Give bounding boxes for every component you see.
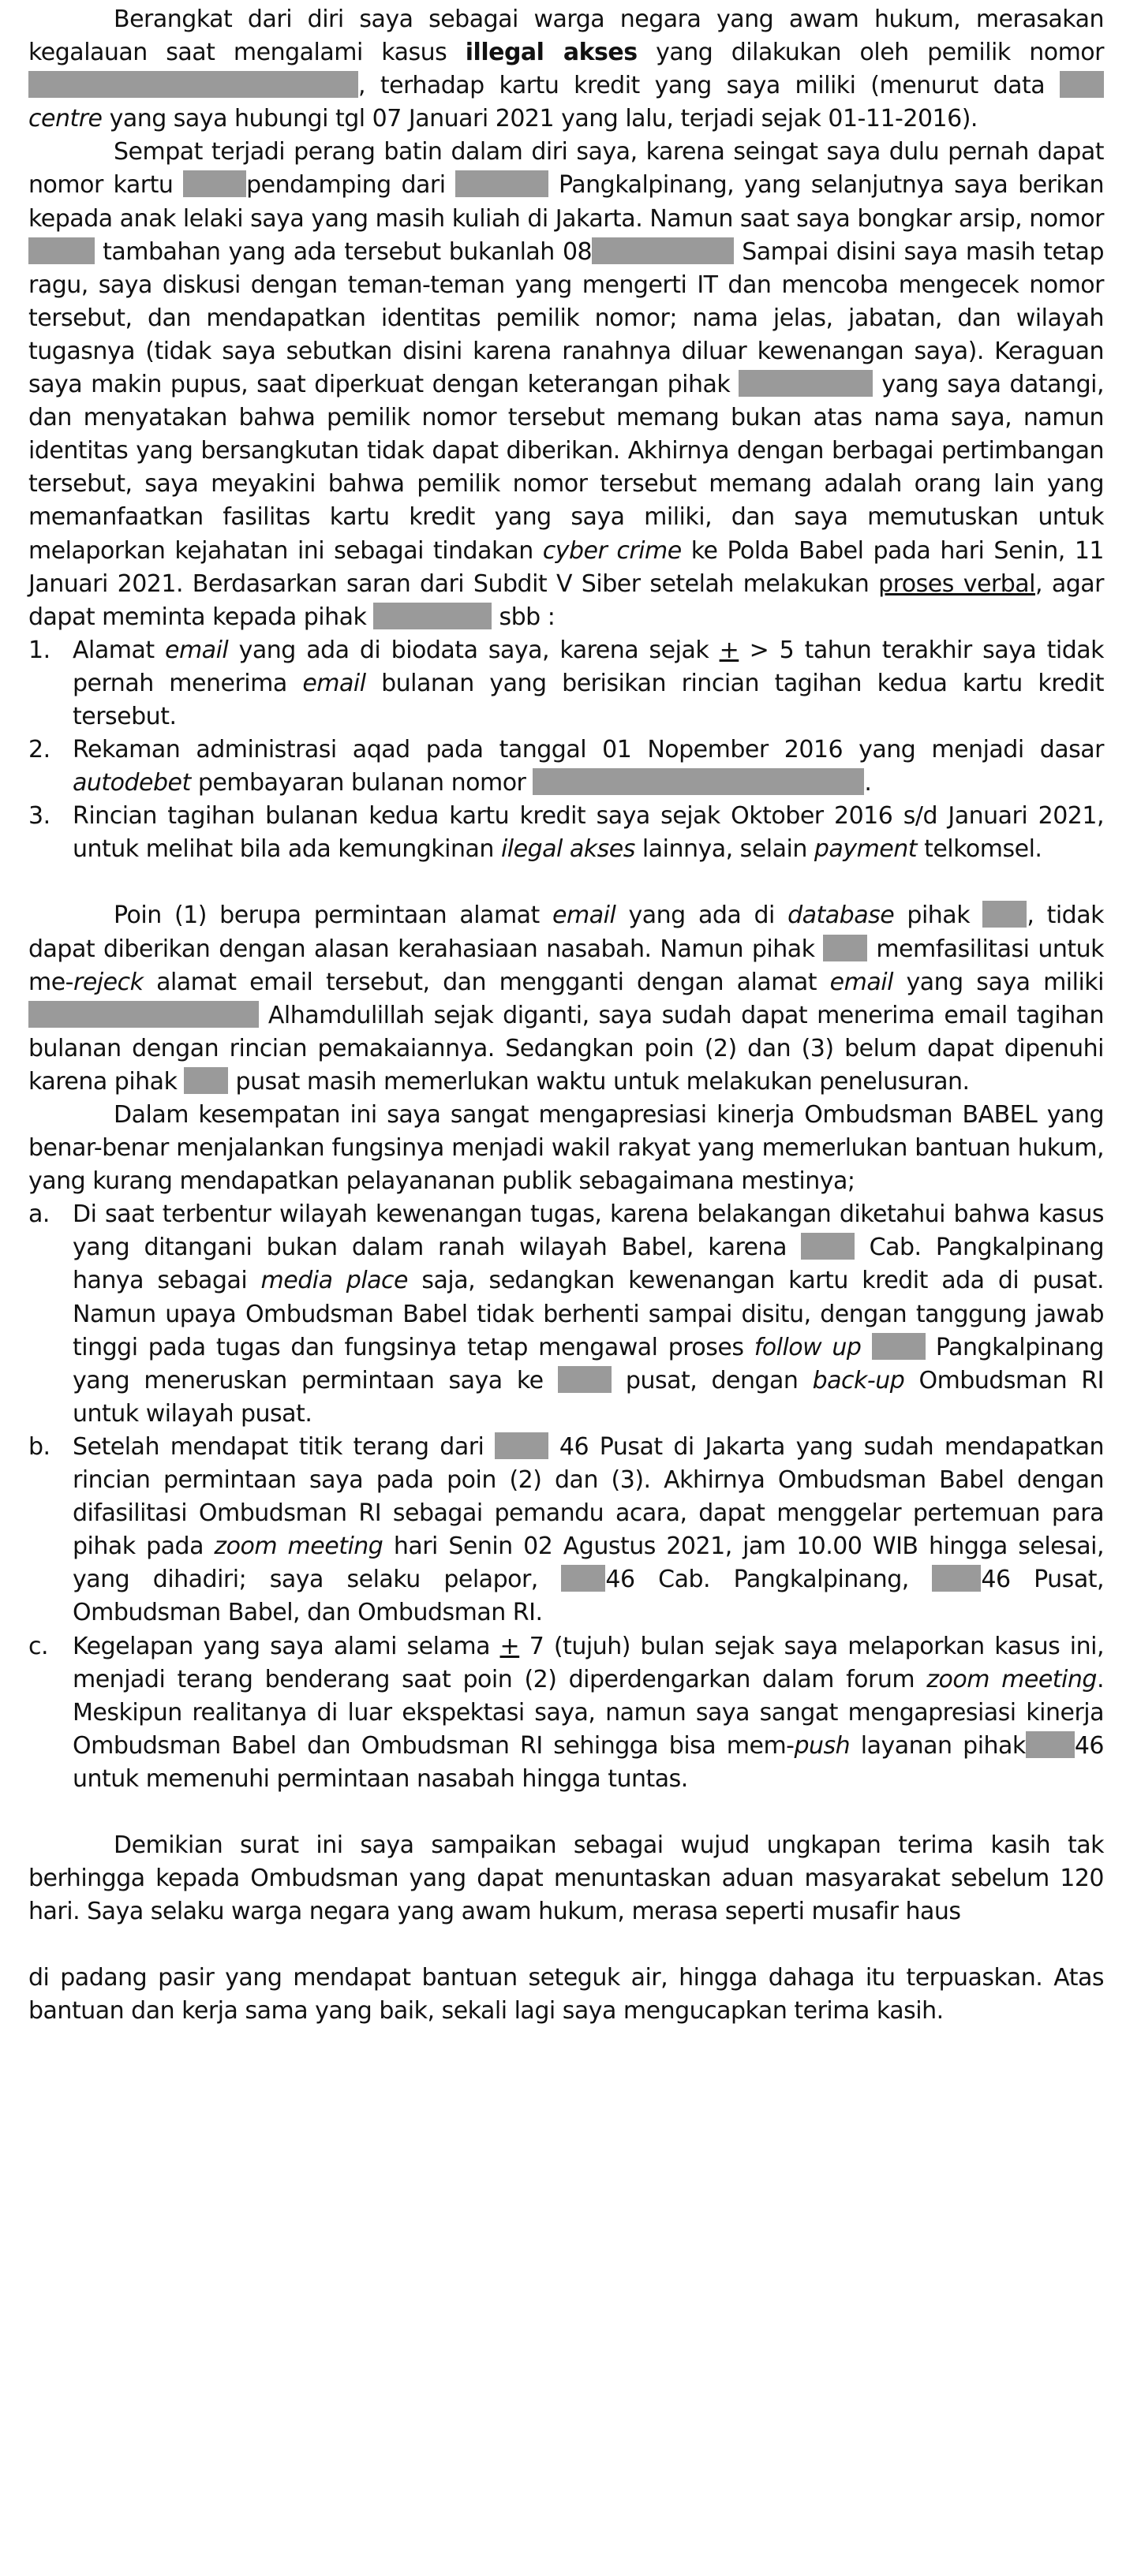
text: Ombudsman RI untuk wilayah pusat. (73, 1366, 1104, 1428)
text: 46 untuk memenuhi permintaan nasabah hingga tuntas. (73, 1731, 1104, 1793)
bold-text: illegal akses (465, 39, 638, 67)
redaction-block (28, 237, 95, 264)
text: Sampai disini saya masih tetap ragu, saya diskusi dengan teman-teman yang mengerti IT dan mencoba mengecek nomor tersebut, dan mendapatkan identitas pemilik nomor; nama jelas, jabatan, dan wilayah tugasnya (tidak saya sebutkan disini karena ranahnya diluar kewenangan saya). Keraguan saya makin pupus, saat diperkuat dengan keterangan pihak (28, 237, 1104, 399)
text: 46 Cab. Pangkalpinang, (605, 1566, 933, 1594)
text: memfasilitasi untuk me- (28, 935, 1104, 996)
text: yang ada di (615, 902, 788, 930)
text: , terhadap kartu kredit yang saya miliki (menurut data (358, 72, 1060, 100)
list-item (28, 1431, 1104, 1630)
text: pusat, dengan (611, 1366, 813, 1394)
underlined-text: proses verbal (878, 569, 1035, 598)
italic-text: cyber crime (542, 536, 682, 565)
text: , agar dapat meminta kepada pihak (28, 569, 1104, 631)
text: 46 Pusat di Jakarta yang sudah mendapatkan rincian permintaan saya pada poin (2) dan (3). Akhirnya Ombudsman Babel dengan difasilitasi Ombudsman RI sebagai pemandu acara, dapat menggelar pertemuan para pihak pada (73, 1432, 1104, 1561)
text: layanan pihak (850, 1731, 1026, 1760)
text: tambahan yang ada tersebut bukanlah 08 (95, 237, 593, 266)
italic-text: autodebet (73, 769, 191, 797)
text: Setelah mendapat titik terang dari (73, 1432, 496, 1461)
italic-text: zoom meeting (214, 1533, 383, 1561)
list-marker: b. (28, 1432, 51, 1461)
list-item (28, 734, 1104, 800)
italic-text: centre (28, 105, 103, 133)
list-marker: 1. (28, 636, 51, 664)
paragraph-3 (28, 899, 1104, 1099)
paragraph-4: Dalam kesempatan ini saya sangat mengapresiasi kinerja Ombudsman BABEL yang benar-benar menjalankan fungsinya menjadi wakil rakyat yang memerlukan bantuan hukum, yang kurang mendapatkan pelayananan publik sebagaimana mestinya; (28, 1101, 1104, 1196)
redaction-block (183, 170, 246, 197)
list-item (28, 634, 1104, 734)
italic-text: email (165, 636, 229, 664)
redaction-block (28, 71, 358, 98)
italic-text: email (552, 902, 616, 930)
text: Rekaman administrasi aqad pada tanggal 01 Nopember 2016 yang menjadi dasar (73, 736, 1104, 764)
redaction-block (373, 603, 492, 629)
list-item (28, 1198, 1104, 1431)
text: , tidak dapat diberikan dengan alasan kerahasiaan nasabah. Namun pihak (28, 902, 1104, 963)
paragraph-6: di padang pasir yang mendapat bantuan seteguk air, hingga dahaga itu terpuaskan. Atas bantuan dan kerja sama yang baik, sekali lagi saya mengucapkan terima kasih. (28, 1964, 1104, 2025)
italic-text: database (787, 902, 895, 930)
italic-text: media place (260, 1267, 409, 1295)
text: yang dilakukan oleh pemilik nomor (637, 39, 1104, 67)
text: ke Polda Babel pada hari Senin, 11 Januari 2021. Berdasarkan saran dari Subdit V Siber setelah melakukan (28, 536, 1104, 598)
text: hari Senin 02 Agustus 2021, jam 10.00 WIB hingga selesai, yang dihadiri; saya selaku pelapor, (73, 1533, 1105, 1594)
redaction-block (1060, 71, 1104, 98)
redaction-block (558, 1366, 612, 1393)
appreciation-list (28, 1198, 1104, 1796)
text: yang saya miliki (892, 968, 1105, 996)
text: saja, sedangkan kewenangan kartu kredit ada di pusat. Namun upaya Ombudsman Babel tidak berhenti sampai disitu, dengan tanggung jawab tinggi pada tugas dan fungsinya tetap mengawal proses (73, 1267, 1104, 1361)
text: 7 (tujuh) bulan sejak saya melaporkan kasus ini, menjadi terang benderang saat poin (2) diperdengarkan dalam forum (73, 1632, 1105, 1693)
italic-text: payment (814, 835, 918, 864)
list-marker: c. (28, 1632, 49, 1660)
text: . Meskipun realitanya di luar ekspektasi saya, namun saya sangat mengapresiasi kinerja Ombudsman Babel dan Ombudsman RI sehingga bisa mem- (73, 1665, 1104, 1760)
italic-text: follow up (754, 1333, 862, 1361)
text: bulanan yang berisikan rincian tagihan kedua kartu kredit tersebut. (73, 669, 1104, 730)
redaction-block (561, 1565, 605, 1592)
list-item (28, 800, 1104, 866)
redaction-block (801, 1233, 855, 1260)
text: alamat email tersebut, dan mengganti dengan alamat (143, 968, 830, 996)
italic-text: zoom meeting (926, 1665, 1097, 1693)
list-marker: 3. (28, 802, 51, 831)
paragraph-2 (28, 136, 1104, 633)
redaction-block (1026, 1731, 1075, 1758)
text: Sempat terjadi perang batin dalam diri saya, karena seingat saya dulu pernah dapat nomor kartu (28, 138, 1104, 200)
list-marker: 2. (28, 736, 51, 764)
redaction-block (28, 1001, 259, 1028)
list-item (28, 1630, 1104, 1796)
text: pusat masih memerlukan waktu untuk melakukan penelusuran. (228, 1067, 970, 1096)
text: pembayaran bulanan nomor (190, 769, 533, 797)
redaction-block (982, 901, 1027, 928)
text: Di saat terbentur wilayah kewenangan tugas, karena belakangan diketahui bahwa kasus yang ditangani bukan dalam ranah wilayah Babel, karena (73, 1200, 1104, 1262)
text: lainnya, selain (634, 835, 814, 864)
redaction-block (872, 1333, 926, 1360)
redaction-block (739, 370, 873, 397)
italic-text: back-up (812, 1366, 905, 1394)
italic-text: email (302, 669, 366, 697)
paragraph-5: Demikian surat ini saya sampaikan sebagai wujud ungkapan terima kasih tak berhingga kepada Ombudsman yang dapat menuntaskan aduan masyarakat sebelum 120 hari. Saya selaku warga negara yang awam hukum, merasa seperti musafir haus (28, 1831, 1104, 1926)
italic-text: email (829, 968, 893, 996)
text: Berangkat dari diri saya sebagai warga negara yang awam hukum, merasakan kegalauan saat mengalami kasus (28, 6, 1104, 67)
text: Cab. Pangkalpinang hanya sebagai (73, 1234, 1105, 1295)
text: yang ada di biodata saya, karena sejak (228, 636, 720, 664)
text: telkomsel. (917, 835, 1042, 864)
text: Pangkalpinang, yang selanjutnya saya berikan kepada anak lelaki saya yang masih kuliah di Jakarta. Namun saat saya bongkar arsip, nomor (28, 171, 1104, 233)
text: pihak (894, 902, 983, 930)
text: yang saya hubungi tgl 07 Januari 2021 yang lalu, terjadi sejak 01-11-2016). (102, 105, 978, 133)
text: sbb : (492, 603, 556, 631)
text: Pangkalpinang yang meneruskan permintaan saya ke (73, 1333, 1104, 1394)
text: 46 Pusat, Ombudsman Babel, dan Ombudsman RI. (73, 1566, 1104, 1627)
plus-minus-sign: + (719, 636, 739, 664)
redaction-block (455, 170, 548, 197)
list-marker: a. (28, 1200, 50, 1229)
redaction-block (184, 1067, 228, 1094)
text: Poin (1) berupa permintaan alamat (114, 902, 553, 930)
italic-text: push (794, 1731, 851, 1760)
plus-minus-sign: + (499, 1632, 520, 1660)
redaction-block (495, 1432, 548, 1459)
paragraph-1 (28, 3, 1104, 136)
redaction-block (592, 237, 734, 264)
text: Rincian tagihan bulanan kedua kartu kredit saya sejak Oktober 2016 s/d Januari 2021, untuk melihat bila ada kemungkinan (73, 802, 1104, 864)
text: pendamping dari (246, 171, 456, 200)
text: Kegelapan yang saya alami selama (73, 1632, 500, 1660)
text: Alhamdulillah sejak diganti, saya sudah dapat menerima email tagihan bulanan dengan rincian pemakaiannya. Sedangkan poin (2) dan (3) belum dapat dipenuhi karena pihak (28, 1001, 1104, 1096)
redaction-block (823, 935, 867, 961)
text: Alamat (73, 636, 165, 664)
text: > 5 tahun terakhir saya tidak pernah menerima (73, 636, 1104, 697)
italic-text: ilegal akses (500, 835, 635, 864)
redaction-block (533, 768, 864, 795)
text: yang saya datangi, dan menyatakan bahwa pemilik nomor tersebut memang bukan atas nama saya, namun identitas yang bersangkutan tidak dapat diberikan. Akhirnya dengan berbagai pertimbangan tersebut, saya meyakini bahwa pemilik nomor tersebut memang adalah orang lain yang memanfaatkan fasilitas kartu kredit yang saya miliki, dan saya memutuskan untuk melaporkan kejahatan ini sebagai tindakan (28, 371, 1104, 565)
request-list (28, 634, 1104, 867)
text: . (864, 769, 872, 797)
italic-text: rejeck (73, 968, 144, 996)
redaction-block (932, 1565, 981, 1592)
